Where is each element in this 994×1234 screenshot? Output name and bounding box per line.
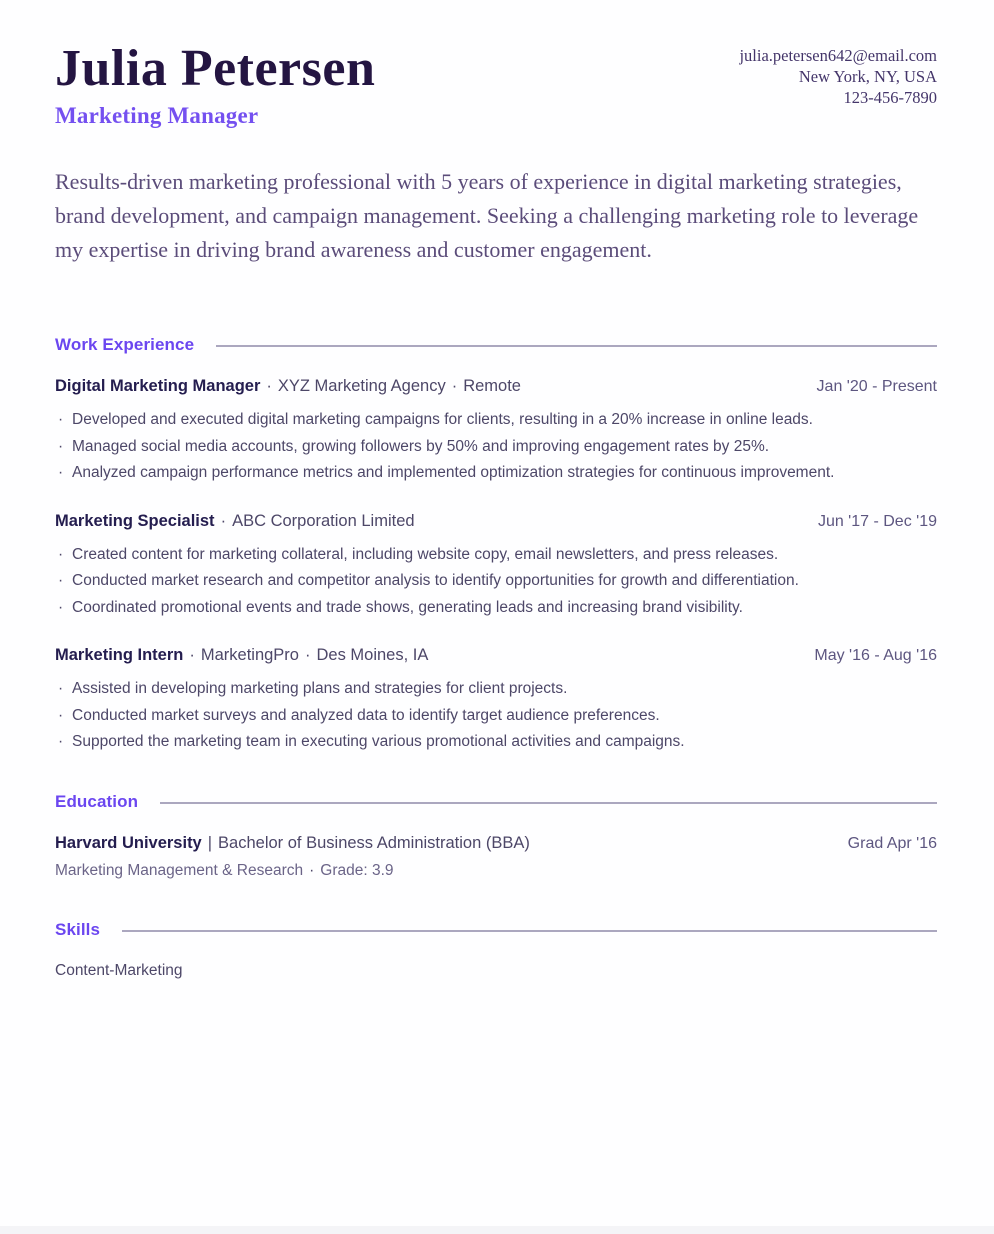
heading-rule	[160, 802, 937, 804]
dot-separator: ·	[189, 646, 195, 665]
bullet-text: Conducted market surveys and analyzed data to identify target audience preferences.	[72, 706, 660, 724]
contact-email: julia.petersen642@email.com	[739, 46, 937, 65]
grade-value: Grade: 3.9	[320, 861, 394, 879]
bullet-text: Supported the marketing team in executing various promotional activities and campaigns.	[72, 733, 685, 751]
contact-location: New York, NY, USA	[798, 67, 937, 86]
section-skills	[55, 920, 937, 980]
section-heading-skills	[55, 920, 937, 940]
section-heading-education	[55, 792, 937, 812]
job-head	[55, 377, 937, 396]
job-location: Remote	[463, 377, 521, 396]
job-head	[55, 512, 937, 531]
bullet-text: Analyzed campaign performance metrics and implemented optimization strategies for continuous improvement.	[72, 464, 835, 482]
bullet-marker: ·	[58, 733, 64, 751]
bullet-item	[55, 460, 937, 487]
section-heading-work	[55, 335, 937, 355]
bullet-item	[55, 703, 937, 730]
heading-rule	[122, 930, 937, 932]
bullet-item	[55, 729, 937, 756]
job-company: MarketingPro	[200, 646, 299, 665]
section-work	[55, 335, 937, 756]
job-dates: May '16 - Aug '16	[814, 647, 937, 665]
job-company: XYZ Marketing Agency	[277, 377, 446, 396]
education-entry	[55, 834, 937, 884]
job-entry	[55, 646, 937, 756]
job-entry	[55, 512, 937, 622]
section-title-skills: Skills	[55, 919, 101, 939]
bullet-item	[55, 595, 937, 622]
job-company: ABC Corporation Limited	[232, 511, 415, 530]
bullet-marker: ·	[58, 706, 64, 724]
job-dates: Jan '20 - Present	[816, 378, 937, 396]
job-head	[55, 646, 937, 665]
bullet-item	[55, 407, 937, 434]
bullet-marker: ·	[58, 437, 64, 455]
bullet-marker: ·	[58, 411, 64, 429]
bullet-item	[55, 434, 937, 461]
name-heading: Julia Petersen	[55, 40, 376, 97]
bullet-text: Created content for marketing collateral, including website copy, email newsletters, and press releases.	[72, 545, 779, 563]
bullet-text: Developed and executed digital marketing campaigns for clients, resulting in a 20% increase in online leads.	[72, 411, 813, 429]
job-head-left	[55, 646, 428, 665]
bullet-marker: ·	[58, 598, 64, 616]
bullet-item	[55, 568, 937, 595]
degree-name: Bachelor of Business Administration (BBA)	[218, 833, 530, 852]
job-head-left	[55, 377, 521, 396]
skill-item: Content-Marketing	[55, 961, 183, 979]
school-name: Harvard University	[55, 833, 202, 852]
job-title: Marketing Specialist	[55, 511, 215, 530]
job-entry	[55, 377, 937, 487]
job-title: Digital Marketing Manager	[55, 377, 261, 396]
contact-phone: 123-456-7890	[843, 88, 937, 107]
bullet-text: Coordinated promotional events and trade shows, generating leads and increasing brand visibility.	[72, 598, 743, 616]
education-head-left	[55, 834, 530, 853]
job-head-left	[55, 512, 415, 531]
section-education	[55, 792, 937, 884]
heading-rule	[216, 345, 937, 347]
dot-separator: ·	[220, 511, 227, 530]
bullet-marker: ·	[58, 464, 64, 482]
identity-block	[55, 42, 375, 129]
education-head	[55, 834, 937, 853]
dot-separator: ·	[304, 646, 311, 665]
job-title: Marketing Intern	[55, 646, 184, 665]
job-dates: Jun '17 - Dec '19	[817, 512, 937, 530]
dot-separator: ·	[266, 377, 272, 396]
section-title-work: Work Experience	[55, 335, 195, 355]
section-title-education: Education	[55, 791, 139, 811]
job-bullet-list	[55, 676, 937, 756]
pipe-separator: |	[207, 833, 213, 852]
contact-block	[739, 42, 937, 108]
bullet-marker: ·	[58, 680, 64, 698]
job-bullet-list	[55, 542, 937, 622]
education-dates: Grad Apr '16	[847, 834, 937, 852]
summary-paragraph: Results-driven marketing professional with 5 years of experience in digital marketing strategies, brand development, and campaign management. Seeking a challenging marketing role to leverage my expertise in driving brand awareness and customer engagement.	[55, 169, 919, 263]
education-details: Marketing Management & Research	[55, 861, 304, 879]
role-subtitle: Marketing Manager	[55, 103, 259, 129]
dot-separator: ·	[451, 377, 458, 396]
job-location: Des Moines, IA	[316, 646, 429, 665]
job-bullet-list	[55, 407, 937, 487]
bullet-text: Managed social media accounts, growing followers by 50% and improving engagement rates by 25%.	[72, 437, 770, 455]
header-section	[55, 42, 937, 129]
bullet-text: Assisted in developing marketing plans and strategies for client projects.	[72, 680, 568, 698]
bullet-marker: ·	[58, 572, 64, 590]
bullet-marker: ·	[58, 545, 64, 563]
dot-separator: ·	[309, 861, 315, 879]
bullet-item	[55, 676, 937, 703]
education-details-line	[55, 858, 937, 884]
bullet-item	[55, 542, 937, 569]
bullet-text: Conducted market research and competitor analysis to identify opportunities for growth and differentiation.	[72, 572, 799, 590]
